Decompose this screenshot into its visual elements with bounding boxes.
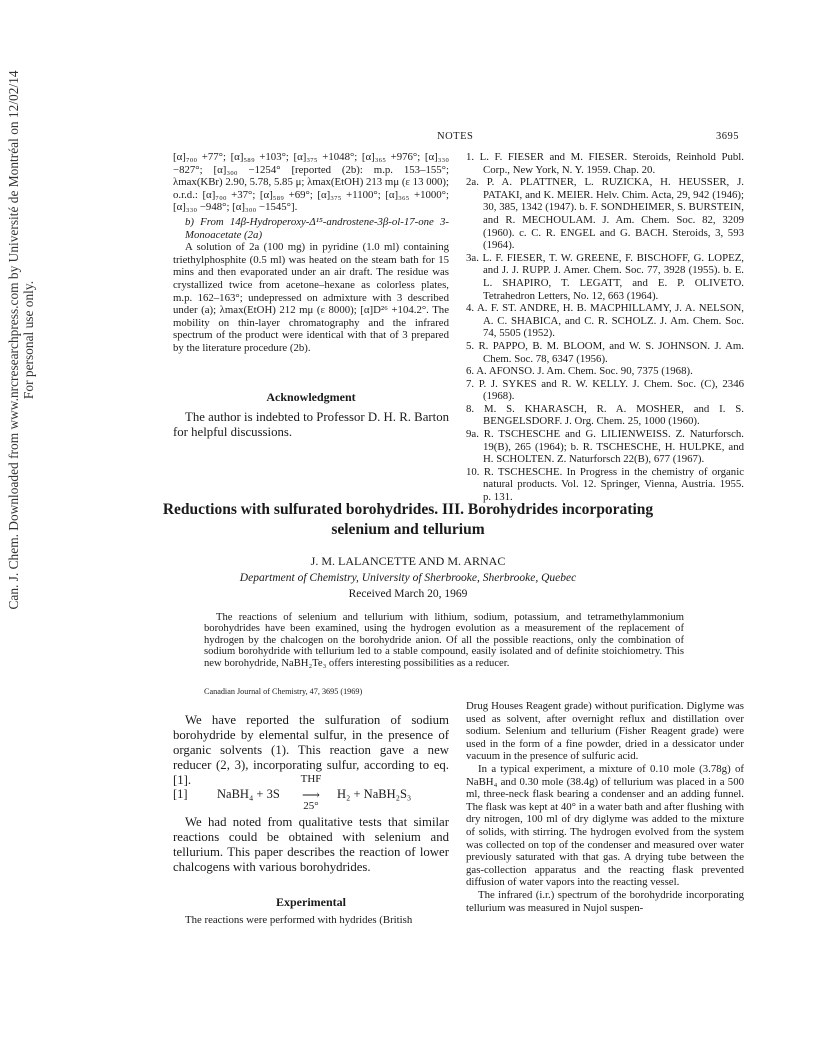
infrared-paragraph: The infrared (i.r.) spectrum of the borohydride incorporating tellurium was measured in Nujol suspen- bbox=[466, 888, 744, 914]
article-title: Reductions with sulfurated borohydrides. III. Borohydrides incorporating selenium and tellurium bbox=[162, 501, 654, 538]
optical-rotation-data: [α]₇₀₀ +77°; [α]₅₈₉ +103°; [α]₃₇₅ +1048°; [α]₃₆₅ +976°; [α]₃₃₀ −827°; [α]₃₀₀ −1254° [reported (2b): m.p. 153–155°; λmax(KBr) 2.90, 5.78, 5.85 μ; λmax(EtOH) 213 mμ (ε 13 000); o.r.d.: [α]₇₀₀ +37°; [α]₅₈₉ +69°; [α]₃₇₅ +1100°; [α]₃₆₅ +1000°; [α]₃₃₀ −948°; [α]₃₀₀ −1545°]. bbox=[173, 151, 449, 214]
reference-item: 5. R. PAPPO, B. M. BLOOM, and W. S. JOHNSON. J. Am. Chem. Soc. 78, 6347 (1956). bbox=[466, 339, 745, 365]
acknowledgment-heading: Acknowledgment bbox=[266, 390, 356, 404]
subsection-heading: b) From 14β-Hydroperoxy-Δ¹⁵-androstene-3β-ol-17-one 3-Monoacetate (2a) bbox=[185, 215, 449, 241]
watermark-line-1: Can. J. Chem. Downloaded from www.nrcresearchpress.com by Université de Montréal on 12/02/14 bbox=[6, 70, 21, 610]
experimental-start: The reactions were performed with hydrides (British bbox=[185, 914, 413, 926]
second-paragraph: We had noted from qualitative tests that similar reactions could be obtained with selenium and tellurium. This paper describes the reaction of lower chalcogens with various borohydrides. bbox=[173, 815, 449, 874]
reference-item: 1. L. F. FIESER and M. FIESER. Steroids, Reinhold Publ. Corp., New York, N. Y. 1959. Chap. 20. bbox=[466, 151, 744, 176]
equation-label: [1] bbox=[173, 787, 188, 801]
experimental-heading: Experimental bbox=[276, 895, 346, 909]
equation-rhs: H₂ + NaBH₂S₃ bbox=[337, 787, 412, 801]
reference-item: 4. A. F. ST. ANDRE, H. B. MACPHILLAMY, J. A. NELSON, A. C. SHABICA, and C. R. SCHOLZ. J. Am. Chem. Soc. 74, 5505 (1952). bbox=[466, 302, 744, 340]
acknowledgment-text: The author is indebted to Professor D. H. R. Barton for helpful discussions. bbox=[173, 410, 449, 439]
watermark-line-2: For personal use only. bbox=[21, 280, 36, 400]
procedure-paragraph: A solution of 2a (100 mg) in pyridine (1.0 ml) containing triethylphosphite (0.5 ml) was heated on the steam bath for 15 mins and then evaporated under an air draft. The residue was crystallized twice from acetone–hexane as colorless plates, m.p. 162–163°; undepressed on admixture with 3 described under (a); λmax(EtOH) 212 mμ (ε 8000); [α]D²⁶ +104.2°. The mobility on thin-layer chromatography and the infrared spectrum of the product were identical with that of 3 prepared by the literature procedure (2b). bbox=[173, 241, 449, 354]
journal-citation: Canadian Journal of Chemistry, 47, 3695 (1969) bbox=[204, 687, 363, 696]
article-authors: J. M. LALANCETTE AND M. ARNAC bbox=[310, 554, 506, 568]
reaction-arrow: THF ⟶ 25° bbox=[291, 787, 331, 803]
abstract: The reactions of selenium and tellurium with lithium, sodium, potassium, and tetramethylammonium borohydrides have been examined, using the hydrogen evolution as a measurement of the replacement of hydrogen by the chalcogen on the borohydride anion. Of all the possible reactions, only the combination of sodium borohydride with tellurium led to a stable compound, easily isolated and of definite stoichiometry. This new borohydride, NaBH₂Te₃ offers interesting possibilities as a reducer. bbox=[204, 612, 684, 669]
reference-item: 3a. L. F. FIESER, T. W. GREENE, F. BISCHOFF, G. LOPEZ, and J. J. RUPP. J. Amer. Chem. Soc. 77, 3928 (1955). b. E. L. SHAPIRO, T. LEGATT, and E. P. OLIVETO. Tetrahedron Letters, No. 12, 663 (1964). bbox=[466, 251, 744, 302]
reference-item: 8. M. S. KHARASCH, R. A. MOSHER, and I. S. BENGELSDORF. J. Org. Chem. 25, 1000 (1960). bbox=[466, 402, 744, 428]
running-head-page: 3695 bbox=[716, 131, 739, 142]
right-column-body bbox=[466, 700, 744, 914]
article-department: Department of Chemistry, University of Sherbrooke, Sherbrooke, Quebec bbox=[239, 572, 577, 584]
materials-paragraph: Drug Houses Reagent grade) without purification. Diglyme was used as solvent, after overnight reflux and distillation over sodium. Selenium and tellurium (Fisher Reagent grade) were used in the form of a fine powder, dried in a dessicator under vacuum in the presence of sulfuric acid. bbox=[466, 700, 744, 763]
reference-item: 10. R. TSCHESCHE. In Progress in the chemistry of organic natural products. Vol. 12. Springer, Vienna, Austria. 1955. p. 131. bbox=[466, 465, 744, 504]
equation-lhs: NaBH₄ + 3S bbox=[217, 787, 280, 801]
reference-list bbox=[466, 151, 744, 504]
reference-item: 7. P. J. SYKES and R. W. KELLY. J. Chem. Soc. (C), 2346 (1968). bbox=[466, 377, 744, 403]
intro-paragraph: We have reported the sulfuration of sodium borohydride by elemental sulfur, in the presence of organic solvents (1). This reaction gave a new reducer (2, 3), incorporating sulfur, according to eq. [1]. bbox=[173, 713, 449, 787]
reference-item: 9a. R. TSCHESCHE and G. LILIENWEISS. Z. Naturforsch. 19(B), 265 (1964); b. R. TSCHESCHE, H. HULPKE, and H. SCHOLTEN. Z. Naturforsch 22(B), 677 (1967). bbox=[466, 428, 744, 466]
download-watermark bbox=[6, 0, 46, 690]
equation-1 bbox=[173, 773, 449, 812]
left-column-top bbox=[173, 151, 449, 355]
arrow-condition-temp: 25° bbox=[303, 800, 319, 812]
reference-item: 2a. P. A. PLATTNER, L. RUZICKA, H. HEUSSER, J. PATAKI, and K. MEIER. Helv. Chim. Acta, 29, 942 (1946); 30, 385, 1342 (1947). b. F. SONDHEIMER, S. BURSTEIN, and R. MECHOULAM. J. Am. Chem. Soc. 82, 3209 (1960). c. C. R. ENGEL and G. BACH. Steroids, 3, 593 (1964). bbox=[466, 176, 744, 252]
received-date: Received March 20, 1969 bbox=[348, 588, 468, 600]
typical-experiment-paragraph: In a typical experiment, a mixture of 0.10 mole (3.78g) of NaBH₄ and 0.30 mole (38.4g) of tellurium was placed in a 500 ml, three-neck flask bearing a condenser and an adding funnel. The flask was kept at 40° in a water bath and after flushing with dry nitrogen, 100 ml of dry diglyme was added to the mixture of solids, with stirring. The hydrogen evolved from the system was collected on top of the condenser and measured over water previously saturated with that gas. A drying tube between the gas-collection apparatus and the reacting flask prevented diffusion of water vapors into the reacting vessel. bbox=[466, 762, 744, 889]
reference-item: 6. A. AFONSO. J. Am. Chem. Soc. 90, 7375 (1968). bbox=[466, 365, 693, 378]
running-head-section: NOTES bbox=[437, 131, 474, 142]
arrow-condition-solvent: THF bbox=[300, 773, 322, 785]
